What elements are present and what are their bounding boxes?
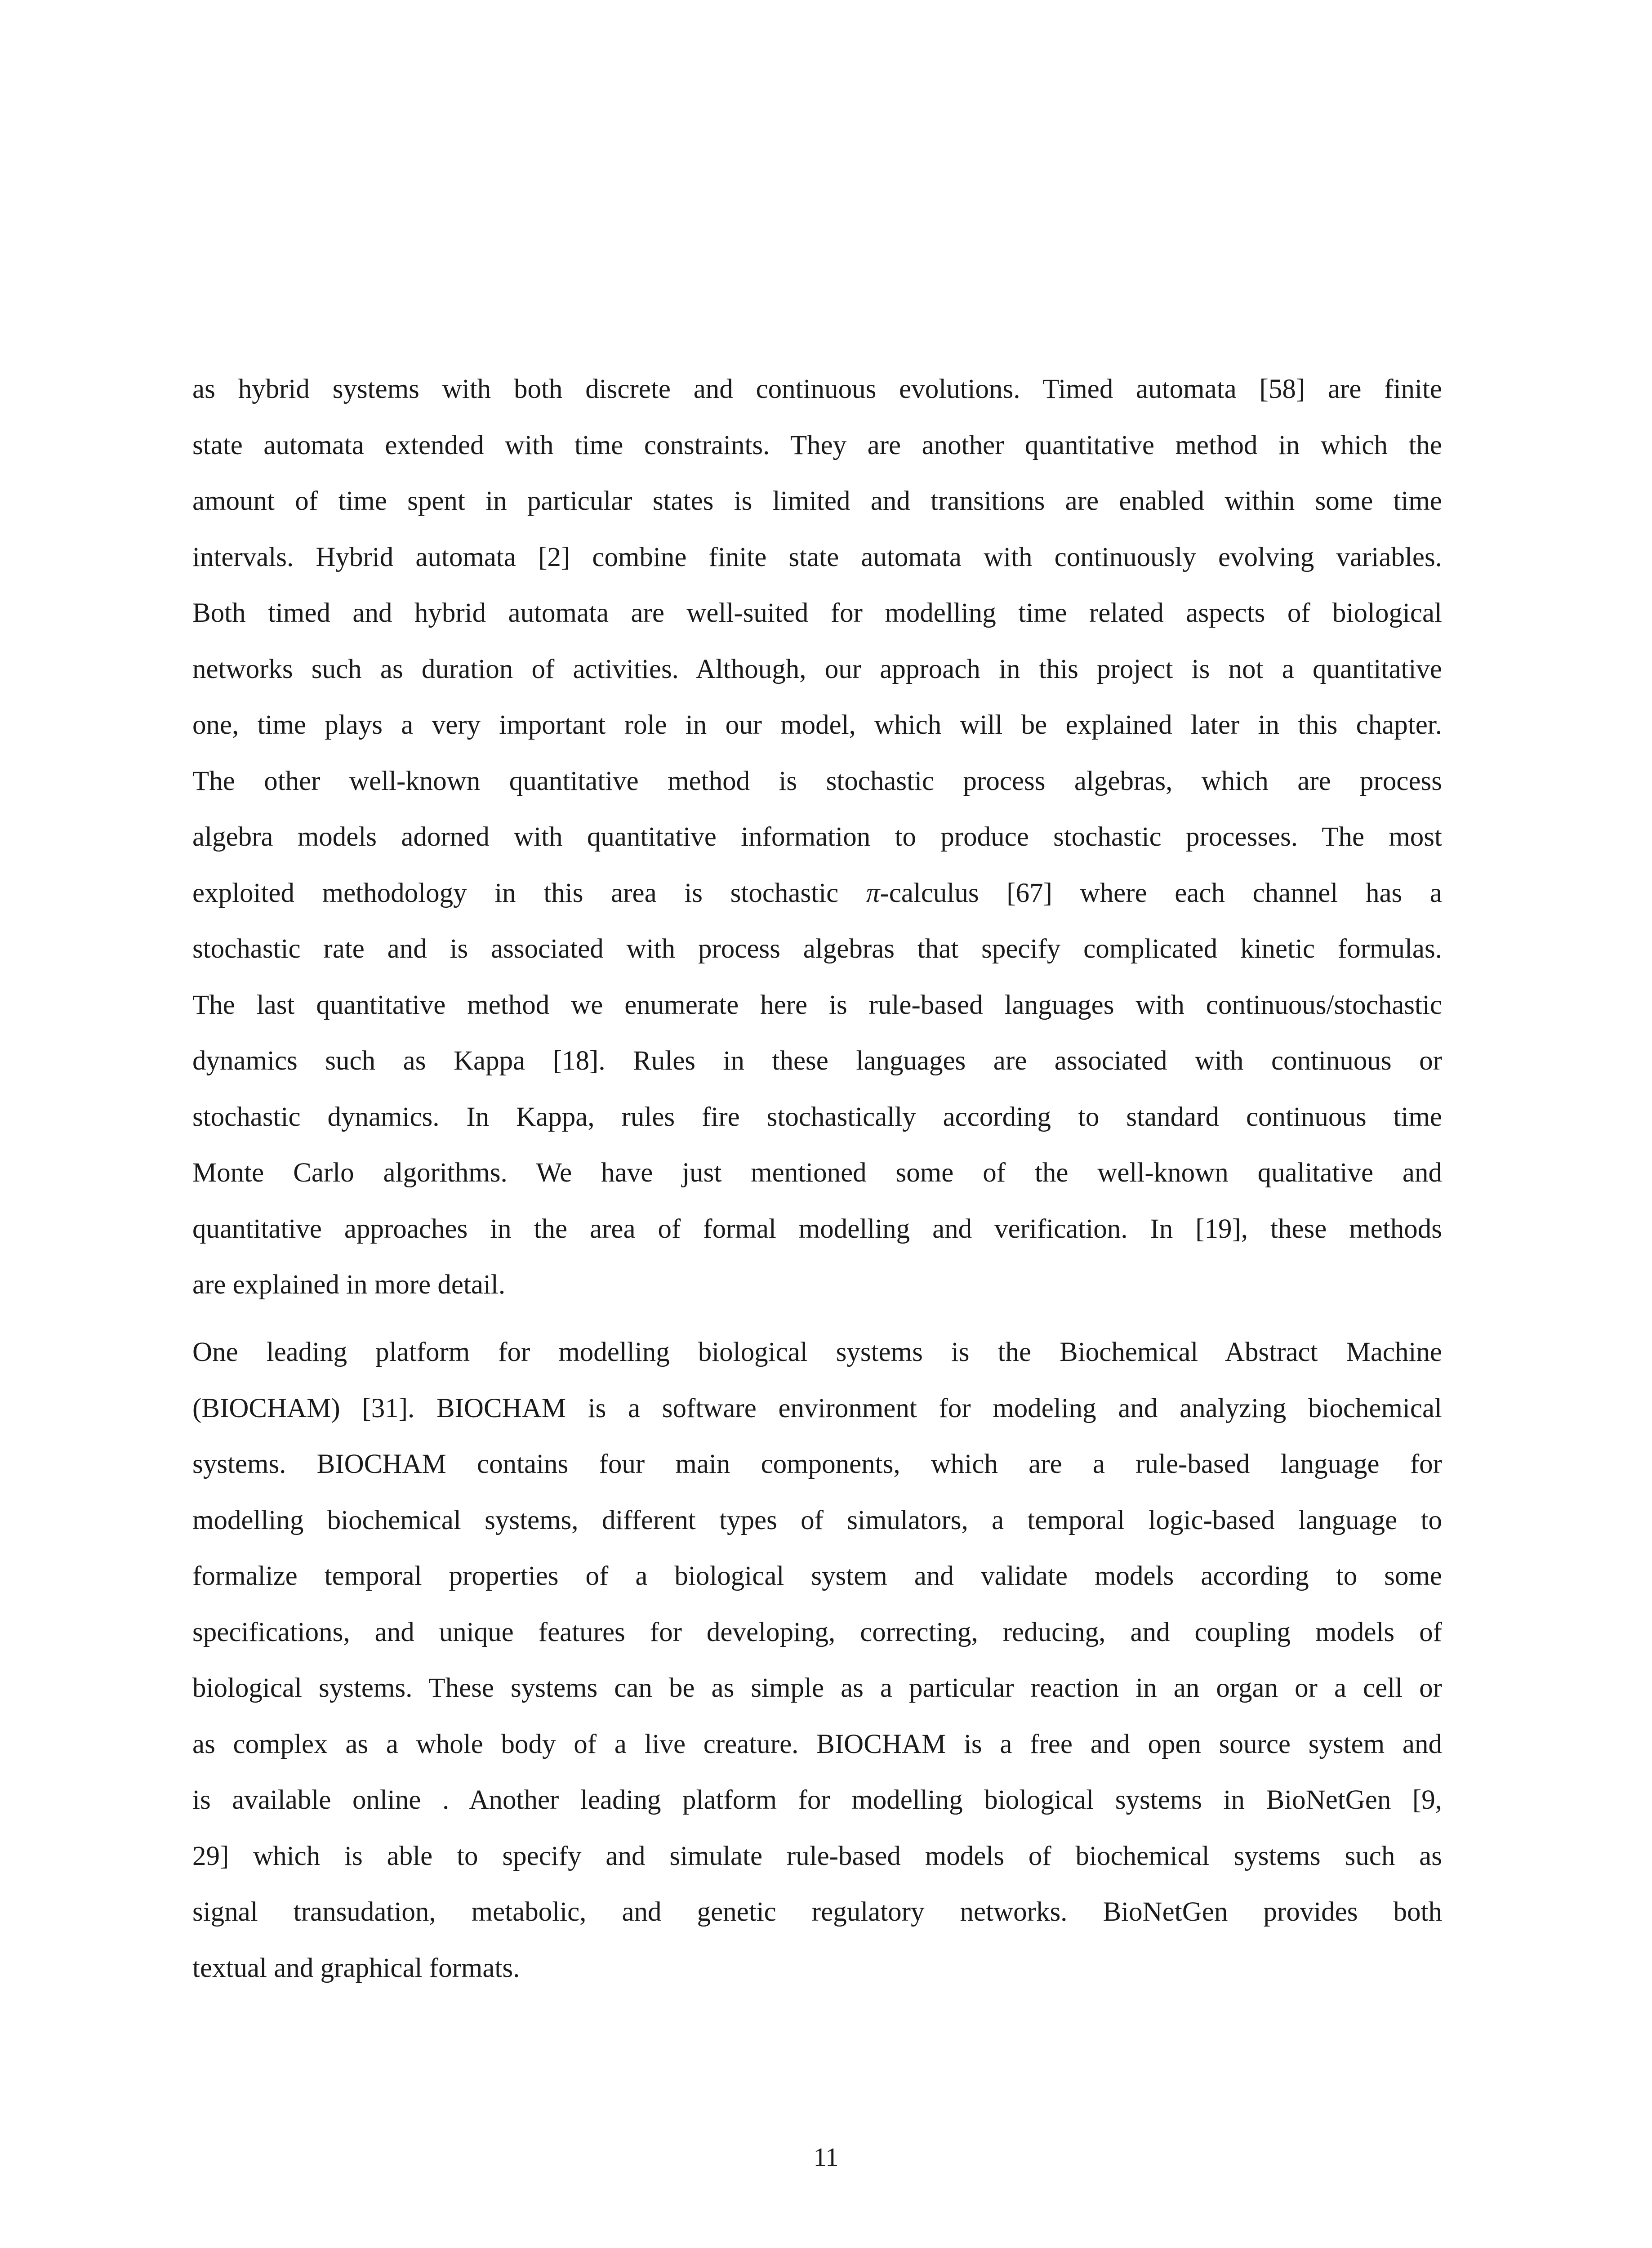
- text-line: stochastic dynamics. In Kappa, rules fire stochastically according to standard continuous time: [192, 1102, 1442, 1132]
- text-line: state automata extended with time constraints. They are another quantitative method in which the: [192, 430, 1442, 460]
- paragraph-biocham: [192, 1325, 1442, 1996]
- paragraph-formal-methods: [192, 361, 1442, 1313]
- text-line: is available online . Another leading platform for modelling biological systems in BioNetGen [9,: [192, 1785, 1442, 1815]
- text-line: algebra models adorned with quantitative information to produce stochastic processes. The most: [192, 822, 1442, 852]
- pi-symbol: π: [866, 878, 880, 908]
- text-line: 29] which is able to specify and simulate rule-based models of biochemical systems such as: [192, 1841, 1442, 1871]
- text-line: amount of time spent in particular states is limited and transitions are enabled within some time: [192, 486, 1442, 516]
- text-line: networks such as duration of activities. Although, our approach in this project is not a quantitative: [192, 654, 1442, 684]
- text-line: textual and graphical formats.: [192, 1953, 520, 1983]
- text-line: stochastic rate and is associated with process algebras that specify complicated kinetic formulas.: [192, 934, 1442, 964]
- text-line: one, time plays a very important role in our model, which will be explained later in this chapter.: [192, 710, 1442, 740]
- text-line: dynamics such as Kappa [18]. Rules in these languages are associated with continuous or: [192, 1046, 1442, 1076]
- text-line: intervals. Hybrid automata [2] combine finite state automata with continuously evolving variables.: [192, 542, 1442, 572]
- text-line: quantitative approaches in the area of formal modelling and verification. In [19], these methods: [192, 1213, 1442, 1244]
- text-line: as hybrid systems with both discrete and continuous evolutions. Timed automata [58] are finite: [192, 374, 1442, 404]
- text-line: Monte Carlo algorithms. We have just mentioned some of the well-known qualitative and: [192, 1158, 1442, 1188]
- text-line: (BIOCHAM) [31]. BIOCHAM is a software environment for modeling and analyzing biochemical: [192, 1393, 1442, 1423]
- text-line: One leading platform for modelling biological systems is the Biochemical Abstract Machine: [192, 1337, 1442, 1367]
- text-line: systems. BIOCHAM contains four main components, which are a rule-based language for: [192, 1449, 1442, 1479]
- text-line: are explained in more detail.: [192, 1270, 506, 1300]
- text-line: specifications, and unique features for developing, correcting, reducing, and coupling models of: [192, 1617, 1442, 1647]
- text-line: exploited methodology in this area is stochastic π-calculus [67] where each channel has a: [192, 878, 1442, 908]
- text-line: The other well-known quantitative method is stochastic process algebras, which are process: [192, 766, 1442, 796]
- page-number: 11: [813, 2142, 839, 2172]
- text-line: modelling biochemical systems, different types of simulators, a temporal logic-based language to: [192, 1505, 1442, 1535]
- text-line: biological systems. These systems can be as simple as a particular reaction in an organ or a cell or: [192, 1673, 1442, 1703]
- text-line: Both timed and hybrid automata are well-suited for modelling time related aspects of biological: [192, 598, 1442, 628]
- text-line: formalize temporal properties of a biological system and validate models according to some: [192, 1561, 1442, 1591]
- text-line: The last quantitative method we enumerate here is rule-based languages with continuous/stochastic: [192, 990, 1442, 1020]
- text-line: signal transudation, metabolic, and genetic regulatory networks. BioNetGen provides both: [192, 1897, 1442, 1927]
- text-line: as complex as a whole body of a live creature. BIOCHAM is a free and open source system and: [192, 1729, 1442, 1759]
